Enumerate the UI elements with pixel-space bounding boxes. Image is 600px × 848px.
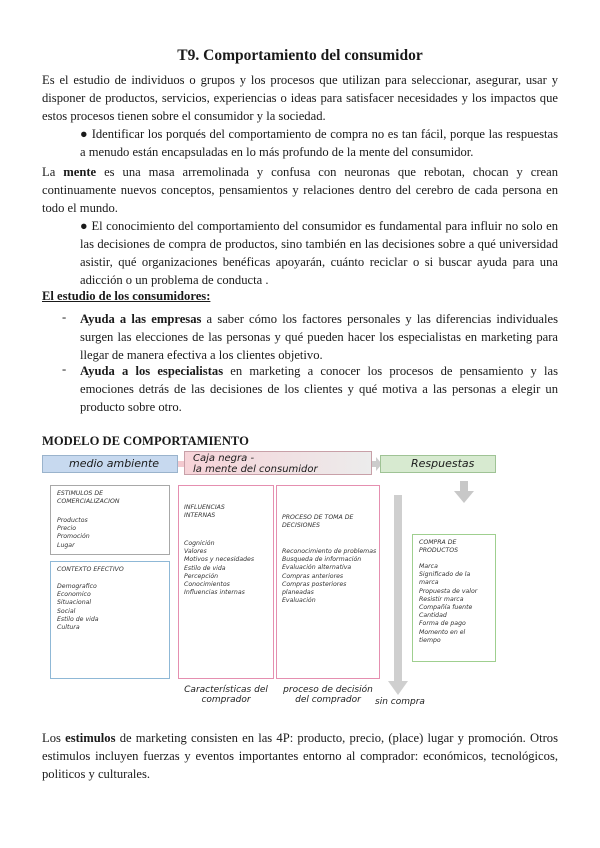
intro-paragraph: Es el estudio de individuos o grupos y los procesos que utilizan para seleccionar, asegurar, usar y disponer de productos, servicios, experiencias o ideas para satisfacer necesidades y los impactos que estos procesos tienen sobre el consumidor y la sociedad. [42, 73, 558, 123]
mente-paragraph [42, 163, 558, 217]
compra-box [412, 534, 496, 662]
estimulos-text-pre: Los [42, 731, 66, 745]
proceso-item: Reconocimiento de problemas [282, 548, 377, 555]
estimulos-item: Lugar [57, 541, 75, 549]
contexto-item: Demografico [57, 583, 97, 590]
contexto-item: Social [57, 607, 76, 615]
compra-item: Forma de pago [419, 620, 466, 628]
proceso-item: Busqueda de información [282, 556, 362, 564]
contexto-title: CONTEXTO EFECTIVO [57, 566, 124, 573]
influencias-item: Estilo de vida [184, 564, 226, 572]
compra-title-1: COMPRA DE [419, 539, 457, 546]
estimulos-item: Promoción [57, 533, 90, 541]
list-item-1 [80, 310, 558, 364]
respuestas-box [380, 455, 496, 473]
caja-negra-line1: Caja negra - [193, 453, 255, 464]
contexto-box [50, 561, 170, 679]
proceso-item: Evaluación [282, 597, 316, 605]
proceso-item: Compras posteriores [282, 580, 347, 588]
estimulos-title-2: COMERCIALIZACION [57, 498, 120, 506]
influencias-item: Percepción [184, 572, 219, 580]
arrow-down-respuestas [454, 481, 474, 503]
compra-item: Cantidad [419, 612, 447, 620]
proceso-item: Evaluación alternativa [282, 564, 352, 572]
caption-caracteristicas-2: comprador [201, 695, 251, 705]
model-heading: MODELO DE COMPORTAMIENTO [42, 434, 249, 448]
contexto-item: Economico [57, 591, 91, 599]
estimulos-item: Productos [57, 517, 88, 524]
influencias-item: Cognición [184, 540, 215, 547]
behavior-model-diagram [40, 455, 560, 745]
compra-item: Resistir marca [419, 595, 464, 603]
item2-text: en marketing a conocer los procesos de pensamiento y las emociones detrás de las decisiones de los clientes y qué motiva a las personas a elegir un producto sobre otro. [80, 364, 558, 414]
estimulos-paragraph [42, 729, 558, 783]
medio-ambiente-box [42, 455, 178, 473]
mente-text-post: es una masa arremolinada y confusa con neuronas que rebotan, chocan y crean continuamente nuevos conceptos, pensamientos y relaciones dentro del cerebro de cada persona en todo el mundo. [42, 165, 558, 215]
contexto-item: Estilo de vida [57, 615, 99, 623]
caption-caracteristicas-1: Características del [184, 685, 268, 695]
proceso-title-2: DECISIONES [282, 522, 320, 530]
proceso-box [276, 485, 380, 679]
caja-negra-box [184, 451, 372, 475]
influencias-title-1: INFLUENCIAS [184, 504, 225, 511]
caption-sin-compra: sin compra [375, 697, 425, 707]
estimulos-title-1: ESTIMULOS DE [57, 490, 104, 497]
contexto-item: Situacional [57, 599, 92, 607]
compra-item: Momento en el [419, 628, 466, 636]
influencias-item: Motivos y necesidades [184, 556, 255, 564]
respuestas-label: Respuestas [411, 457, 475, 470]
proceso-item: planeadas [282, 589, 314, 597]
influencias-item: Influencias internas [184, 589, 245, 597]
caption-caracteristicas [178, 685, 274, 705]
compra-title-2: PRODUCTOS [419, 547, 459, 555]
dash-2: - [62, 362, 67, 376]
proceso-title-1: PROCESO DE TOMA DE [282, 514, 354, 521]
caption-proceso-1: proceso de decisión [283, 685, 373, 695]
medio-ambiente-label: medio ambiente [69, 457, 160, 470]
compra-item: tiempo [419, 636, 441, 644]
arrow-sin-compra [388, 495, 408, 695]
mente-text-pre: La [42, 165, 64, 179]
section-heading: El estudio de los consumidores: [42, 289, 211, 303]
item1-text: a saber cómo los factores personales y las diferencias individuales surgen las elecciones de las personas y qué pueden hacer los especialistas en marketing para llegar de manera efectiva a los clientes objetivo. [80, 312, 558, 362]
compra-item: Compañía fuente [419, 604, 473, 612]
compra-item: Marca [419, 563, 438, 570]
compra-item: Propuesta de valor [419, 587, 478, 595]
page-title: T9. Comportamiento del consumidor [177, 47, 423, 64]
estimulos-box [50, 485, 170, 555]
contexto-item: Cultura [57, 624, 80, 632]
dash-1: - [62, 310, 67, 324]
compra-item: Significado de la [419, 571, 471, 579]
list-item-2 [80, 362, 558, 416]
estimulos-bold: estimulos [65, 731, 116, 745]
caption-proceso-2: del comprador [295, 695, 361, 705]
influencias-title-2: INTERNAS [184, 512, 216, 520]
item2-bold: Ayuda a los especialistas [80, 364, 224, 378]
caption-proceso [276, 685, 380, 705]
compra-item: marca [419, 579, 439, 587]
item1-bold: Ayuda a las empresas [80, 312, 202, 326]
bullet-paragraph-1: ● Identificar los porqués del comportamiento de compra no es tan fácil, porque las respuestas a menudo están encapsuladas en lo más profundo de la mente del consumidor. [80, 127, 558, 159]
proceso-item: Compras anteriores [282, 572, 344, 580]
influencias-item: Conocimientos [184, 581, 230, 589]
influencias-item: Valores [184, 548, 207, 556]
bullet-paragraph-2: ● El conocimiento del comportamiento del consumidor es fundamental para influir no solo en las decisiones de compra de productos, sino también en las decisiones sobre a qué universidad asistir, qué organizaciones benéficas apoyarán, cuánto reciclar o si buscar ayuda para una adicción o un problema de conducta . [80, 219, 558, 287]
mente-bold: mente [63, 165, 97, 179]
estimulos-text-post: de marketing consisten en las 4P: producto, precio, (place) lugar y promoción. Otros estimulos incluyen fuerzas y eventos importantes entorno al comprador: económicos, tecnológicos, politicos y culturales. [42, 731, 558, 781]
influencias-box [178, 485, 274, 679]
estimulos-item: Precio [57, 525, 76, 533]
caja-negra-line2: la mente del consumidor [193, 464, 318, 475]
